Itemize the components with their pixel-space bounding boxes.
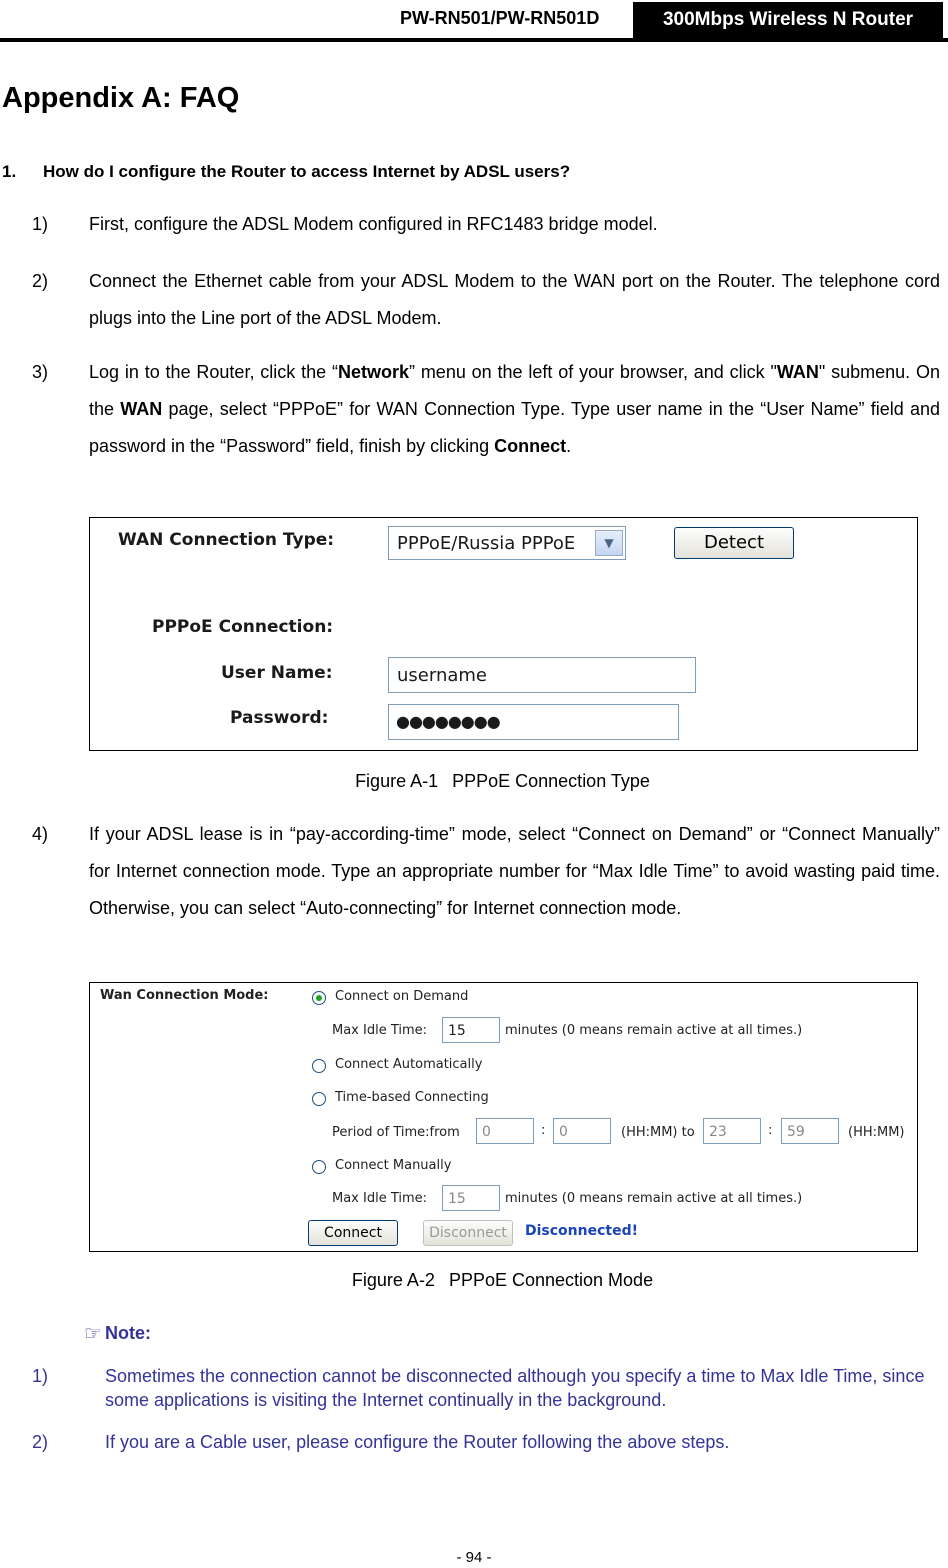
step-4 <box>32 816 940 927</box>
header-product: 300Mbps Wireless N Router <box>633 2 943 38</box>
idle-hint: minutes (0 means remain active at all times.) <box>505 1023 803 1038</box>
wan-type-select[interactable] <box>388 526 626 560</box>
username-label: User Name: <box>221 663 333 683</box>
max-idle-input-manual[interactable]: 15 <box>442 1185 500 1211</box>
step-text: First, configure the ADSL Modem configured in RFC1483 bridge model. <box>89 214 658 234</box>
question-text: How do I configure the Router to access Internet by ADSL users? <box>43 162 571 181</box>
figure-pppoe-connection-type <box>89 517 918 751</box>
from-hour-input[interactable]: 0 <box>476 1118 534 1144</box>
period-label: Period of Time:from <box>332 1125 460 1140</box>
option-connect-manually: Connect Manually <box>335 1158 452 1173</box>
wan-type-label: WAN Connection Type: <box>118 530 335 550</box>
colon: : <box>541 1123 546 1138</box>
password-label: Password: <box>230 708 329 728</box>
wan-mode-label: Wan Connection Mode: <box>100 988 269 1003</box>
wan-type-value: PPPoE/Russia PPPoE <box>397 533 576 554</box>
colon: : <box>768 1123 773 1138</box>
option-connect-automatically: Connect Automatically <box>335 1057 483 1072</box>
step-number: 1) <box>32 214 49 234</box>
radio-connect-automatically[interactable] <box>312 1059 326 1073</box>
max-idle-label: Max Idle Time: <box>332 1191 428 1206</box>
step-3 <box>32 354 940 465</box>
idle-hint: minutes (0 means remain active at all times.) <box>505 1191 803 1206</box>
pppoe-connection-label: PPPoE Connection: <box>152 617 334 637</box>
from-minute-input[interactable]: 0 <box>553 1118 611 1144</box>
option-time-based: Time-based Connecting <box>335 1090 489 1105</box>
step-text: Connect the Ethernet cable from your ADSL Modem to the WAN port on the Router. The telephone cord plugs into the Line port of the ADSL Modem. <box>89 271 940 328</box>
step-1 <box>32 206 940 243</box>
step-number: 3) <box>32 362 49 382</box>
figure-caption-2: Figure A-2 PPPoE Connection Mode <box>351 1270 654 1290</box>
question-number: 1. <box>2 162 17 181</box>
note-label: Note: <box>105 1323 151 1343</box>
step-text: Log in to the Router, click the “Network” menu on the left of your browser, and click "WAN" submenu. On the WAN page, select “PPPoE” for WAN Connection Type. Type user name in the “User Name” field and password in the “Password” field, finish by clicking Connect. <box>89 362 941 456</box>
note-item-2 <box>32 1430 940 1454</box>
detect-button[interactable]: Detect <box>674 527 794 559</box>
figure-caption-1: Figure A-1 PPPoE Connection Type <box>355 771 650 791</box>
username-input[interactable] <box>388 657 696 693</box>
chevron-down-icon[interactable]: ▼ <box>595 530 623 556</box>
note-text: If you are a Cable user, please configure the Router following the above steps. <box>105 1432 730 1452</box>
option-connect-on-demand: Connect on Demand <box>335 989 469 1004</box>
hhmm-to-label: (HH:MM) to <box>621 1125 695 1140</box>
password-value: ●●●●●●●● <box>396 712 500 731</box>
page-number: - 94 - <box>456 1549 492 1566</box>
max-idle-input[interactable]: 15 <box>442 1017 500 1043</box>
radio-connect-on-demand[interactable] <box>312 991 326 1005</box>
hhmm-label: (HH:MM) <box>848 1125 905 1140</box>
radio-connect-manually[interactable] <box>312 1160 326 1174</box>
figure-pppoe-connection-mode <box>89 982 918 1252</box>
step-number: 4) <box>32 824 49 844</box>
header-model: PW-RN501/PW-RN501D <box>400 8 600 28</box>
step-number: 2) <box>32 271 49 291</box>
to-hour-input[interactable]: 23 <box>703 1118 761 1144</box>
connect-button[interactable]: Connect <box>308 1220 398 1246</box>
password-input[interactable] <box>388 704 679 740</box>
header-rule <box>0 38 948 42</box>
connection-status: Disconnected! <box>525 1223 638 1239</box>
note-text: Sometimes the connection cannot be disconnected although you specify a time to Max Idle Time, since some applications is visiting the Internet continually in the background. <box>105 1366 925 1410</box>
step-2 <box>32 263 940 337</box>
step-text: If your ADSL lease is in “pay-according-time” mode, select “Connect on Demand” or “Connect Manually” for Internet connection mode. Type an appropriate number for “Max Idle Time” to avoid wasting paid time. Otherwise, you can select “Auto-connecting” for Internet connection mode. <box>89 824 940 918</box>
radio-time-based[interactable] <box>312 1092 326 1106</box>
pointing-hand-icon: ☞ <box>84 1323 102 1345</box>
page-title: Appendix A: FAQ <box>2 82 240 114</box>
username-value: username <box>397 665 487 686</box>
max-idle-label: Max Idle Time: <box>332 1023 428 1038</box>
disconnect-button[interactable]: Disconnect <box>423 1220 513 1246</box>
to-minute-input[interactable]: 59 <box>781 1118 839 1144</box>
note-item-1 <box>32 1364 940 1412</box>
note-number: 1) <box>32 1366 49 1386</box>
note-number: 2) <box>32 1432 49 1452</box>
faq-question <box>2 162 570 182</box>
